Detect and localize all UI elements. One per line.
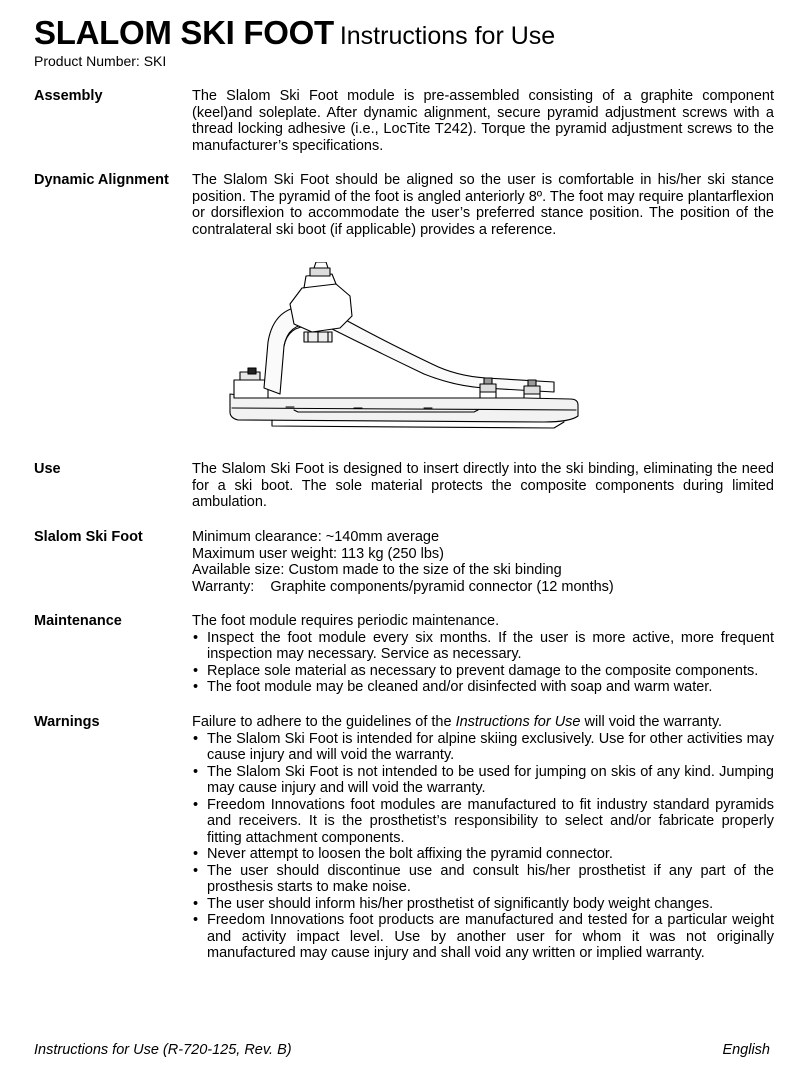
footer-language: English [722, 1042, 770, 1058]
list-item: • The Slalom Ski Foot is intended for alpine skiing exclusively. Use for other activities may cause injury and will void the warranty. [192, 731, 774, 764]
warnings-intro-end: will void the warranty. [580, 714, 723, 730]
maintenance-list [192, 630, 774, 696]
section-label: Use [34, 461, 61, 477]
list-item: • The user should inform his/her prosthetist of significantly body weight changes. [192, 896, 774, 913]
maintenance-intro: The foot module requires periodic maintenance. [192, 613, 500, 629]
spec-line: Warranty: Graphite components/pyramid connector (12 months) [192, 578, 614, 595]
list-item: • Replace sole material as necessary to prevent damage to the composite components. [192, 663, 774, 680]
section-body [192, 613, 774, 696]
spec-line: Minimum clearance: ~140mm average [192, 529, 440, 545]
list-item: • Freedom Innovations foot modules are manufactured to fit industry standard pyramids and receivers. It is the prosthetist’s responsibility to select and/or fabricate properly fitting attachment components. [192, 797, 774, 847]
list-item: • Inspect the foot module every six months. If the user is more active, more frequent inspection may necessary. Service as necessary. [192, 630, 774, 663]
warnings-list [192, 731, 774, 962]
footer-document-id: Instructions for Use (R-720-125, Rev. B) [34, 1042, 292, 1058]
assembly-text: The Slalom Ski Foot module is pre-assembled consisting of a graphite component (keel)and soleplate. After dynamic alignment, secure pyramid adjustment screws with a thread locking adhesive (i.e., LocTite T242). Torque the pyramid adjustment screws to the manufacturer’s specifications. [192, 88, 774, 154]
list-item: • The user should discontinue use and consult his/her prosthetist if any part of the prosthesis starts to make noise. [192, 863, 774, 896]
title-product-name: SLALOM SKI FOOT [34, 14, 334, 51]
title-subtitle: Instructions for Use [339, 22, 556, 50]
use-text: The Slalom Ski Foot is designed to insert directly into the ski binding, eliminating the need for a ski boot. The sole material protects the composite components during limited ambulation. [192, 461, 774, 510]
section-label: Dynamic Alignment [34, 172, 169, 188]
section-label: Maintenance [34, 613, 122, 629]
list-item: • Freedom Innovations foot products are manufactured and tested for a particular weight and activity impact level. Use by another user for whom it was not originally manufactured may cause injury and shall void any written or implied warranty. [192, 912, 774, 962]
list-item: • The foot module may be cleaned and/or disinfected with soap and warm water. [192, 679, 774, 696]
spec-line: Maximum user weight: 113 kg (250 lbs) [192, 545, 444, 562]
section-body [192, 529, 774, 595]
section-body [192, 88, 774, 154]
section-body [192, 461, 774, 511]
ski-foot-illustration [224, 262, 582, 438]
list-item: • Never attempt to loosen the bolt affixing the pyramid connector. [192, 846, 774, 863]
section-label: Warnings [34, 714, 100, 730]
warnings-intro-start: Failure to adhere to the guidelines of the [192, 714, 456, 730]
section-label: Slalom Ski Foot [34, 529, 143, 545]
spec-line: Available size: Custom made to the size of the ski binding [192, 562, 562, 578]
page-title [34, 14, 555, 52]
section-label: Assembly [34, 88, 103, 104]
warnings-intro [192, 714, 774, 731]
section-body [192, 172, 774, 238]
product-number: Product Number: SKI [34, 53, 167, 69]
dynamic-alignment-text: The Slalom Ski Foot should be aligned so the user is comfortable in his/her ski stance position. The pyramid of the foot is angled anteriorly 8º. The foot may require plantarflexion or dorsiflexion to accommodate the user’s preferred stance position. The position of the contralateral ski boot (if applicable) provides a reference. [192, 172, 774, 238]
section-body [192, 714, 774, 962]
list-item: • The Slalom Ski Foot is not intended to be used for jumping on skis of any kind. Jumping may cause injury and will void the warranty. [192, 764, 774, 797]
warnings-intro-italic: Instructions for Use [455, 714, 581, 730]
